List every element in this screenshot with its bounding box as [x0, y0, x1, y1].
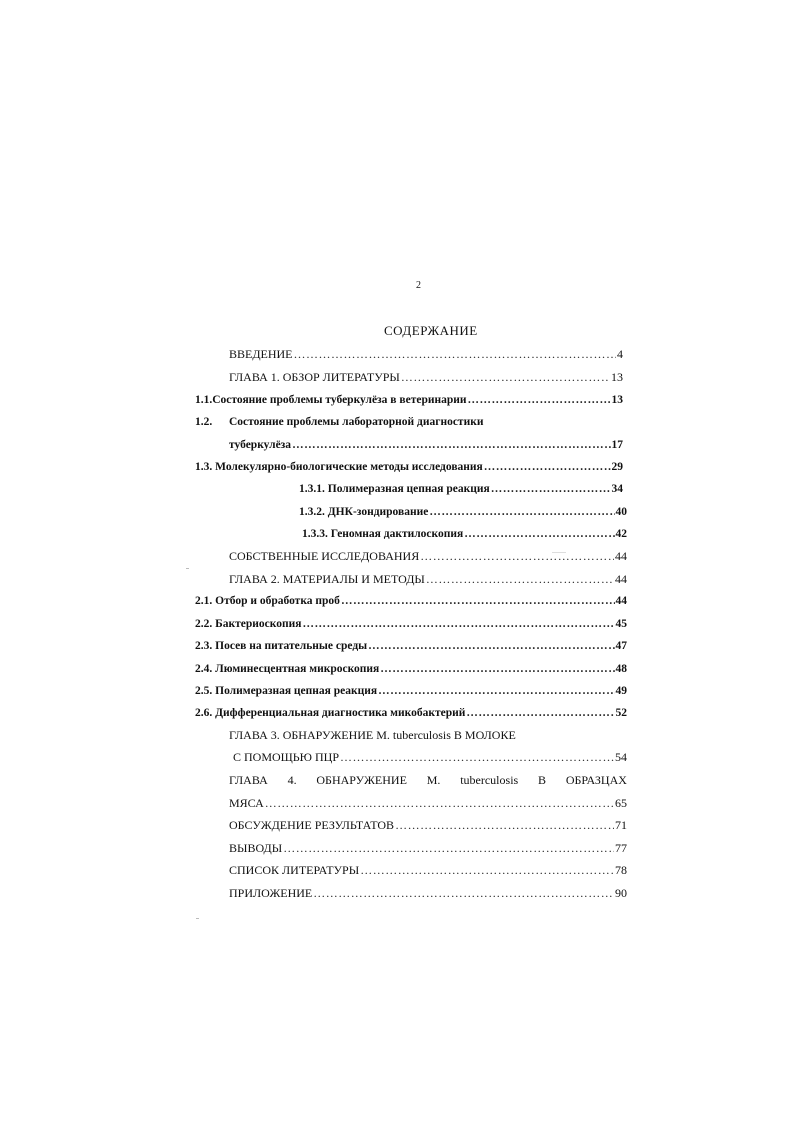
toc-entry-page: 44 — [615, 549, 627, 563]
toc-entry-title: 1.3.3. Геномная дактилоскопия — [302, 528, 464, 540]
dot-leader — [420, 548, 614, 564]
toc-entry-page: 47 — [615, 640, 627, 652]
toc-word: tuberculosis — [460, 773, 519, 787]
scan-speck — [552, 552, 566, 553]
toc-entry-page: 90 — [615, 886, 627, 900]
toc-entry-conclusions[interactable] — [229, 840, 627, 856]
toc-entry-page: 45 — [615, 618, 627, 630]
dot-leader — [283, 840, 614, 856]
toc-entry-title: 2.2. Бактериоскопия — [195, 618, 302, 630]
toc-entry-title: 2.5. Полимеразная цепная реакция — [195, 685, 378, 697]
toc-entry-page: 44 — [615, 572, 627, 586]
dot-leader — [340, 749, 614, 765]
scan-speck — [186, 568, 189, 569]
toc-entry-title: ПРИЛОЖЕНИЕ — [229, 886, 313, 900]
toc-entry-title: ГЛАВА 3. ОБНАРУЖЕНИЕ M. tuberculosis В МОЛОКЕ — [229, 728, 516, 742]
toc-entry-page: 4 — [617, 347, 623, 361]
toc-entry-title: 2.1. Отбор и обработка проб — [195, 595, 340, 607]
toc-entry-1-3-1[interactable] — [299, 481, 623, 497]
toc-entry-appendix[interactable] — [229, 885, 627, 901]
dot-leader — [464, 526, 614, 542]
toc-entry-title: ВЫВОДЫ — [229, 841, 283, 855]
toc-entry-1-1[interactable] — [195, 392, 623, 408]
toc-entry-2-3[interactable] — [195, 638, 627, 654]
toc-entry-1-2-line1[interactable] — [195, 414, 483, 430]
toc-entry-page: 65 — [615, 796, 627, 810]
dot-leader — [341, 593, 615, 609]
toc-entry-1-2[interactable] — [229, 437, 623, 453]
toc-entry-page: 17 — [611, 439, 623, 451]
toc-entry-page: 71 — [615, 818, 627, 832]
toc-entry-title: МЯСА — [229, 796, 264, 810]
toc-entry-1-3-3[interactable] — [302, 526, 627, 542]
toc-entry-2-4[interactable] — [195, 661, 627, 677]
toc-entry-2-5[interactable] — [195, 683, 627, 699]
toc-word: M. — [426, 773, 441, 787]
toc-entry-page: 44 — [615, 595, 627, 607]
toc-word: ОБРАЗЦАХ — [565, 773, 627, 787]
dot-leader — [368, 638, 614, 654]
toc-entry-discussion[interactable] — [229, 817, 627, 833]
toc-word: В — [538, 773, 547, 787]
toc-entry-title: 1.3. Молекулярно-биологические методы исследования — [195, 461, 483, 473]
page-number: 2 — [416, 280, 421, 291]
toc-entry-page: 49 — [615, 685, 627, 697]
toc-entry-chapter-4-line1[interactable] — [229, 772, 627, 788]
toc-entry-title: туберкулёза — [229, 439, 292, 451]
dot-leader — [378, 683, 614, 699]
scan-speck — [196, 918, 199, 919]
toc-entry-number: 1.1. — [195, 394, 213, 406]
toc-entry-2-2[interactable] — [195, 616, 627, 632]
toc-entry-title: 2.3. Посев на питательные среды — [195, 640, 368, 652]
toc-entry-page: 48 — [615, 663, 627, 675]
toc-entry-chapter-4[interactable] — [229, 795, 627, 811]
toc-entry-chapter-3[interactable] — [233, 749, 627, 765]
toc-entry-1-3-2[interactable] — [299, 504, 627, 520]
toc-entry-title: СПИСОК ЛИТЕРАТУРЫ — [229, 863, 360, 877]
toc-entry-title: ГЛАВА 1. ОБЗОР ЛИТЕРАТУРЫ — [229, 370, 400, 384]
toc-entry-chapter-2[interactable] — [229, 571, 627, 587]
toc-entry-title: 1.3.2. ДНК-зондирование — [299, 506, 429, 518]
dot-leader — [491, 481, 611, 497]
dot-leader — [360, 862, 614, 878]
toc-entry-title: 1.3.1. Полимеразная цепная реакция — [299, 483, 490, 495]
toc-entry-page: 34 — [611, 483, 623, 495]
toc-entry-number: 1.2. — [195, 416, 213, 428]
toc-entry-page: 13 — [611, 394, 623, 406]
dot-leader — [426, 571, 614, 587]
dot-leader — [302, 616, 614, 632]
dot-leader — [313, 885, 614, 901]
dot-leader — [429, 504, 614, 520]
toc-entry-intro[interactable] — [229, 346, 623, 362]
toc-word: ГЛАВА — [229, 773, 268, 787]
toc-entry-own-research[interactable] — [229, 548, 627, 564]
dot-leader — [395, 817, 614, 833]
dot-leader — [401, 369, 610, 385]
toc-entry-title: ГЛАВА 2. МАТЕРИАЛЫ И МЕТОДЫ — [229, 572, 425, 586]
toc-entry-page: 40 — [615, 506, 627, 518]
dot-leader — [292, 437, 610, 453]
toc-entry-page: 77 — [615, 841, 627, 855]
toc-entry-references[interactable] — [229, 862, 627, 878]
toc-entry-title: СОБСТВЕННЫЕ ИССЛЕДОВАНИЯ — [229, 549, 420, 563]
toc-entry-page: 29 — [611, 461, 623, 473]
dot-leader — [466, 705, 614, 721]
toc-entry-1-3[interactable] — [195, 459, 623, 475]
toc-entry-page: 13 — [611, 370, 623, 384]
toc-entry-title: 2.4. Люминесцентная микроскопия — [195, 663, 380, 675]
toc-entry-title: Состояние проблемы туберкулёза в ветеринарии — [212, 394, 467, 406]
toc-entry-title: С ПОМОЩЬЮ ПЦР — [233, 750, 340, 764]
toc-entry-chapter-1[interactable] — [229, 369, 623, 385]
toc-entry-chapter-3-line1[interactable] — [229, 727, 516, 743]
dot-leader — [484, 459, 611, 475]
toc-entry-page: 42 — [615, 528, 627, 540]
toc-title: СОДЕРЖАНИЕ — [384, 323, 478, 338]
dot-leader — [468, 392, 611, 408]
toc-entry-title: Состояние проблемы лабораторной диагностики — [229, 416, 484, 428]
toc-word: ОБНАРУЖЕНИЕ — [316, 773, 407, 787]
dot-leader — [380, 661, 614, 677]
dot-leader — [294, 346, 616, 362]
toc-entry-page: 52 — [615, 707, 627, 719]
toc-entry-2-1[interactable] — [195, 593, 627, 609]
toc-entry-2-6[interactable] — [195, 705, 627, 721]
toc-entry-title: ВВЕДЕНИЕ — [229, 347, 293, 361]
dot-leader — [265, 795, 614, 811]
toc-entry-page: 54 — [615, 750, 627, 764]
toc-entry-title: 2.6. Дифференциальная диагностика микобактерий — [195, 707, 466, 719]
toc-word: 4. — [287, 773, 297, 787]
toc-entry-title: ОБСУЖДЕНИЕ РЕЗУЛЬТАТОВ — [229, 818, 395, 832]
toc-entry-page: 78 — [615, 863, 627, 877]
